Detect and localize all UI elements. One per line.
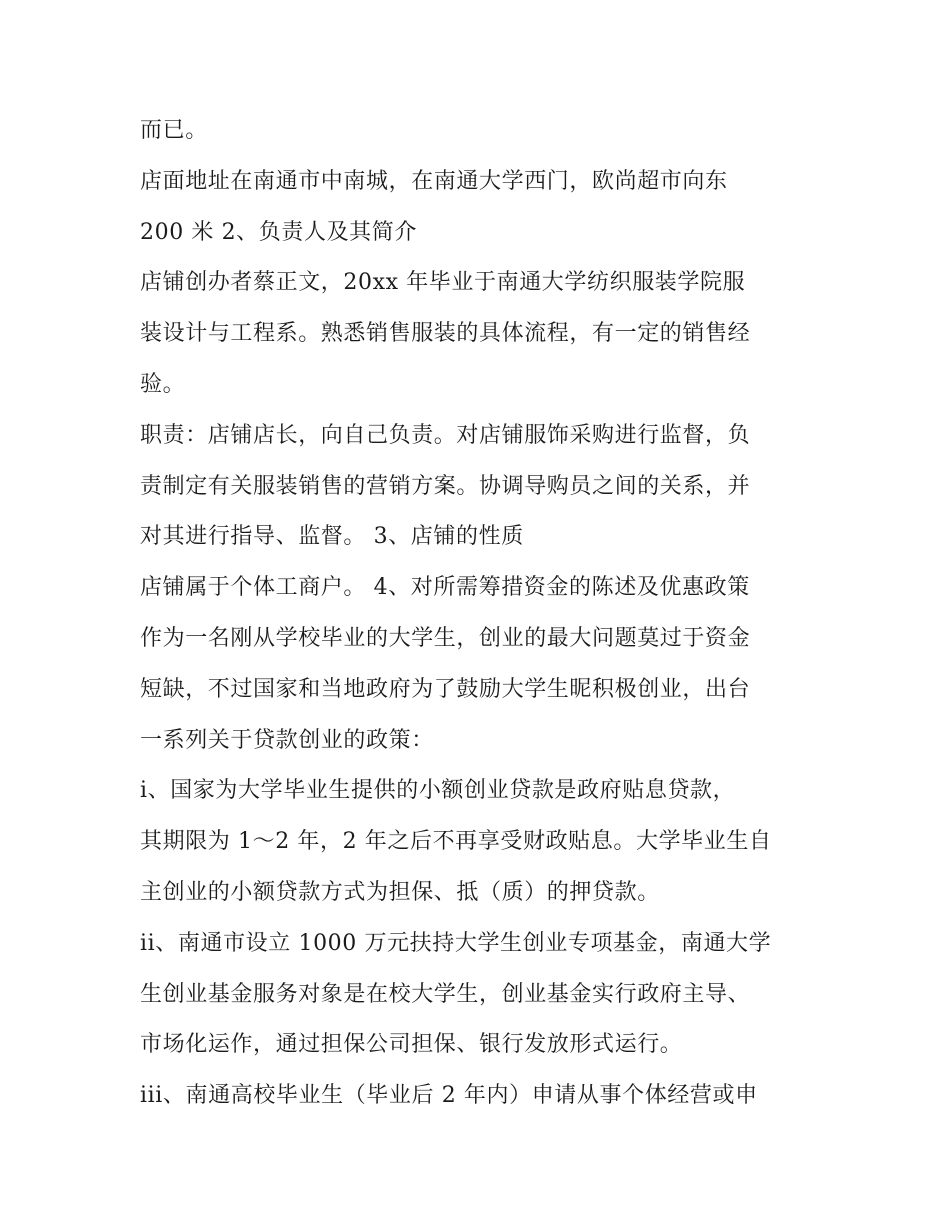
text-line: 店铺属于个体工商户。 4、对所需筹措资金的陈述及优惠政策 [140, 575, 750, 601]
text-line: 生创业基金服务对象是在校大学生，创业基金实行政府主导、 [140, 981, 751, 1007]
text-line: 店面地址在南通市中南城，在南通大学西门，欧尚超市向东 [140, 168, 728, 194]
text-line: 市场化运作，通过担保公司担保、银行发放形式运行。 [140, 1032, 683, 1058]
text-line: 一系列关于贷款创业的政策： [140, 727, 434, 753]
text-line: iii、南通高校毕业生（毕业后 2 年内）申请从事个体经营或申 [140, 1083, 758, 1109]
text-line: ii、南通市设立 1000 万元扶持大学生创业专项基金，南通大学 [140, 930, 772, 956]
text-line: 装设计与工程系。熟悉销售服装的具体流程，有一定的销售经 [140, 321, 751, 347]
text-line: 作为一名刚从学校毕业的大学生，创业的最大问题莫过于资金 [140, 625, 751, 651]
text-line: 其期限为 1～2 年，2 年之后不再享受财政贴息。大学毕业生自 [140, 829, 772, 855]
text-line: 对其进行指导、监督。 3、店铺的性质 [140, 524, 524, 550]
text-line: 而已。 [140, 118, 208, 143]
text-line: 短缺，不过国家和当地政府为了鼓励大学生昵积极创业，出台 [140, 676, 751, 702]
text-line: 责制定有关服装销售的营销方案。协调导购员之间的关系，并 [140, 473, 751, 499]
text-line: 验。 [140, 371, 186, 397]
text-line: 主创业的小额贷款方式为担保、抵（质）的押贷款。 [140, 879, 660, 905]
text-line: i、国家为大学毕业生提供的小额创业贷款是政府贴息贷款， [140, 778, 736, 804]
text-line: 店铺创办者蔡正文，20xx 年毕业于南通大学纺织服装学院服 [140, 270, 746, 296]
text-line: 200 米 2、负责人及其简介 [140, 219, 417, 245]
text-line: 职责：店铺店长，向自己负责。对店铺服饰采购进行监督，负 [140, 422, 751, 448]
document-body [140, 106, 820, 1122]
